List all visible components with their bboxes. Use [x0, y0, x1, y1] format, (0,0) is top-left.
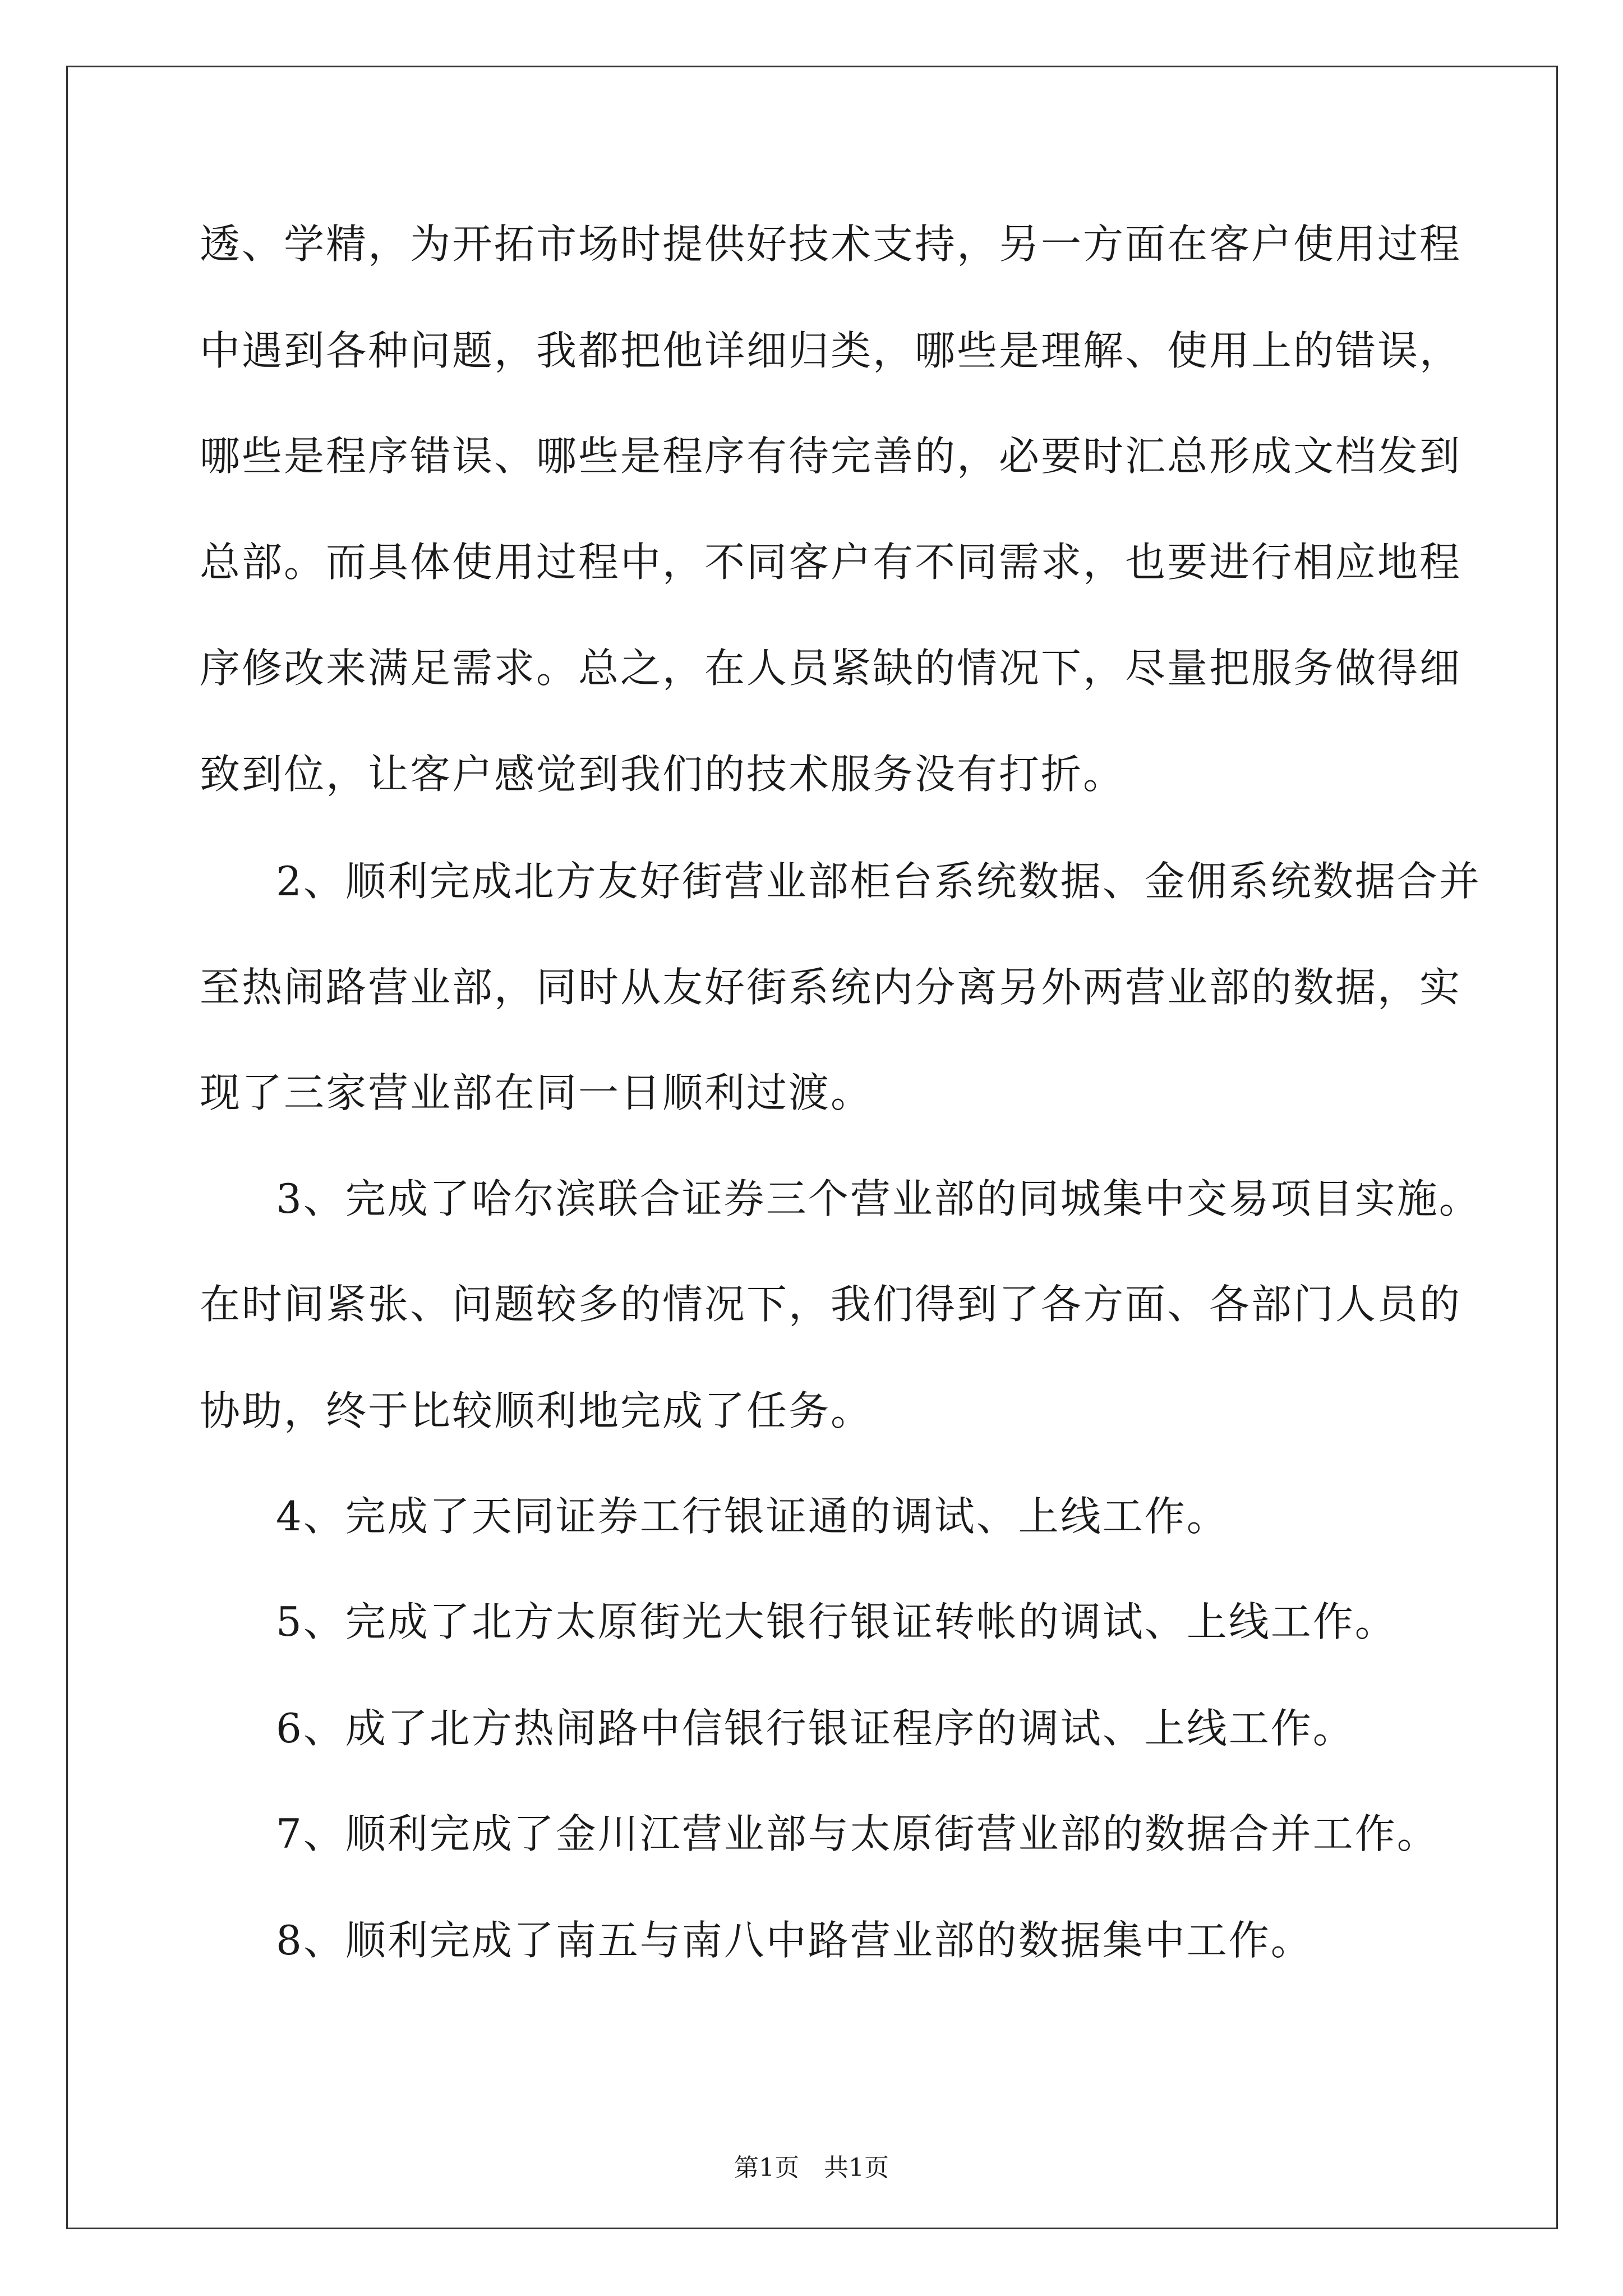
page-border	[66, 66, 1558, 2229]
text-line-14-item-5: 5、完成了北方太原街光大银行银证转帐的调试、上线工作。	[276, 1598, 1397, 1645]
page-number-footer: 第1页 共1页	[734, 2154, 889, 2182]
text-line-15-item-6: 6、成了北方热闹路中信银行银证程序的调试、上线工作。	[276, 1705, 1355, 1752]
text-line-9: 现了三家营业部在同一日顺利过渡。	[200, 1069, 873, 1116]
text-line-1: 透、学精，为开拓市场时提供好技术支持，另一方面在客户使用过程	[200, 220, 1462, 268]
text-line-12: 协助，终于比较顺利地完成了任务。	[200, 1387, 873, 1434]
text-line-17-item-8: 8、顺利完成了南五与南八中路营业部的数据集中工作。	[276, 1917, 1313, 1964]
text-line-3: 哪些是程序错误、哪些是程序有待完善的，必要时汇总形成文档发到	[200, 432, 1462, 480]
text-line-7-item-2: 2、顺利完成北方友好街营业部柜台系统数据、金佣系统数据合并	[276, 858, 1481, 905]
text-line-6: 致到位，让客户感觉到我们的技术服务没有打折。	[200, 751, 1126, 798]
text-line-2: 中遇到各种问题，我都把他详细归类，哪些是理解、使用上的错误，	[200, 327, 1462, 374]
text-line-10-item-3: 3、完成了哈尔滨联合证券三个营业部的同城集中交易项目实施。	[276, 1175, 1481, 1222]
text-line-4: 总部。而具体使用过程中，不同客户有不同需求，也要进行相应地程	[200, 539, 1462, 586]
text-line-13-item-4: 4、完成了天同证券工行银证通的调试、上线工作。	[276, 1493, 1229, 1540]
text-line-11: 在时间紧张、问题较多的情况下，我们得到了各方面、各部门人员的	[200, 1281, 1462, 1328]
text-line-16-item-7: 7、顺利完成了金川江营业部与太原街营业部的数据合并工作。	[276, 1810, 1439, 1857]
text-line-8: 至热闹路营业部，同时从友好街系统内分离另外两营业部的数据，实	[200, 964, 1462, 1011]
text-line-5: 序修改来满足需求。总之，在人员紧缺的情况下，尽量把服务做得细	[200, 645, 1462, 692]
